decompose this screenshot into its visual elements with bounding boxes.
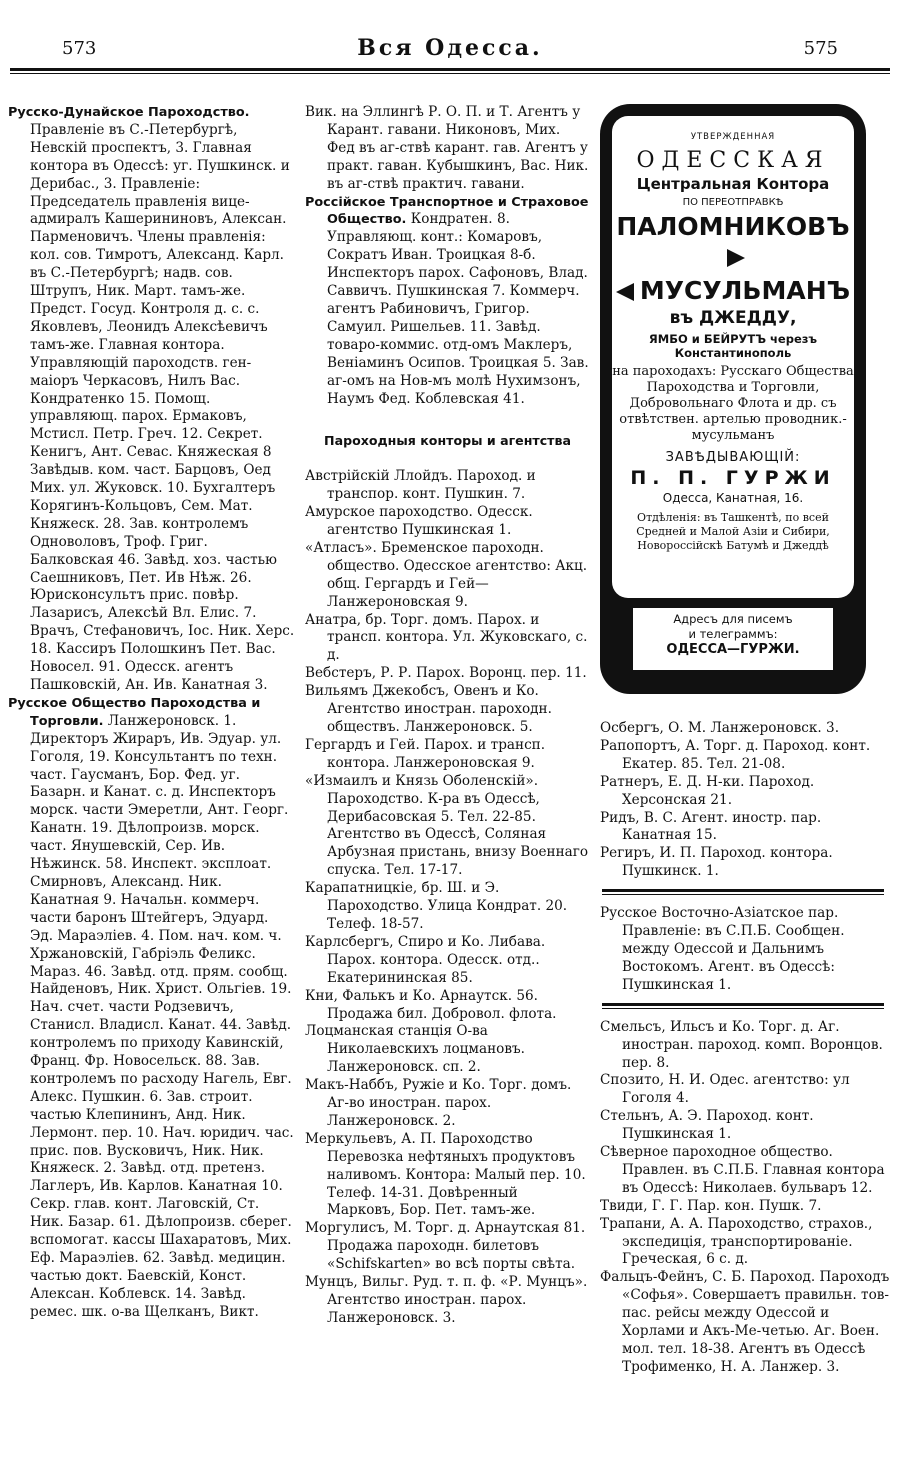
list-item: Сѣверное пароходное общество. Правлен. въ С.П.Б. Главная контора въ Одессѣ: Николаев. бульваръ 12.	[600, 1144, 885, 1196]
list-item: Спозито, Н. И. Одес. агентство: ул Гоголя 4.	[600, 1072, 850, 1107]
ad-telegram-box	[633, 608, 833, 670]
list-item: Кни, Фалькъ и Ко. Арнаутск. 56. Продажа бил. Добровол. флота.	[305, 987, 557, 1022]
entry-russko-dunaiskoe	[8, 104, 295, 695]
column-left	[8, 104, 295, 1322]
list-item: Региръ, И. П. Пароход. контора. Пушкинск. 1.	[600, 845, 833, 880]
list-item: Стельнъ, А. Э. Пароход. конт. Пушкинская 1.	[600, 1108, 814, 1143]
list-item: «Атласъ». Бременское пароходн. общество. Одесское агентство: Акц. общ. Гергардъ и Гей— Ланжероновская 9.	[305, 539, 588, 610]
ad-branches: Отдѣленія: въ Ташкентѣ, по всей Средней и Малой Азіи и Сибири, Новороссійскѣ Батумѣ и Джеддѣ	[636, 511, 830, 552]
list-item: Твиди, Г. Г. Пар. кон. Пушк. 7.	[600, 1197, 822, 1214]
arrow-right-icon	[727, 249, 745, 267]
ad-destination: въ ДЖЕДДУ,	[669, 308, 797, 328]
list-item: Фальцъ-Фейнъ, С. Б. Пароход. Пароходъ «Софья». Совершаетъ правильн. тов-пас. рейсы между Одессой и Хорлами и Акъ-Ме-четью. Аг. Воен. мол. тел. 18-38. Агентъ въ Одессѣ Трофименко, Н. А. Ланжер. 3.	[600, 1269, 890, 1375]
list-item: Вильямъ Джекобсъ, Овенъ и Ко. Агентство иностран. пароходн. обществъ. Ланжероновск. 5.	[305, 683, 552, 735]
column-middle	[305, 104, 590, 1328]
list-item: Меркульевъ, А. П. Пароходство Перевозка нефтяныхъ продуктовъ наливомъ. Контора: Малый пер. 10. Телеф. 14-31. Довѣренный Марковъ, Бор. Пет. тамъ-же.	[305, 1130, 586, 1219]
divider	[602, 1003, 884, 1009]
list-item: Макъ-Наббъ, Ружіе и Ко. Торг. домъ. Аг-во иностран. парох. Ланжероновск. 2.	[305, 1077, 572, 1129]
list-item: Смельсъ, Ильсъ и Ко. Торг. д. Аг. иностран. пароход. комп. Воронцов. пер. 8.	[600, 1018, 883, 1071]
list-item: Русское Восточно-Азіатское пар. Правленіе: въ С.П.Б. Сообщен. между Одессой и Дальнимъ Востокомъ. Агент. въ Одессѣ: Пушкинская 1.	[600, 905, 845, 993]
list-item: Мунцъ, Вильг. Руд. т. п. ф. «Р. Мунцъ». Агентство иностран. парох. Ланжероновск. 3.	[305, 1274, 588, 1326]
list-item: Вебстеръ, Р. Р. Парох. Воронц. пер. 11.	[305, 665, 587, 682]
page-number-left: 573	[62, 38, 97, 59]
ad-office: Центральная Контора	[636, 175, 830, 193]
ad-constantinople: Константинополь	[674, 346, 792, 360]
page-header	[0, 0, 900, 70]
ad-body: на пароходахъ: Русскаго Общества Пароходства и Торговли, Добровольнаго Флота и др. съ отвѣтствен. артелью проводник.-мусульманъ	[612, 364, 854, 443]
list-item: Осбергъ, О. М. Ланжероновск. 3.	[600, 720, 840, 736]
entry-text: Кондратен. 8. Управляющ. конт.: Комаровъ, Сократъ Иван. Троицкая 8-б. Инспекторъ парох. Сафоновъ, Влад. Саввичъ. Пушкинская 7. Коммерч. агентъ Рабиновичъ, Григор. Самуил. Ришельев. 11. Завѣд. товаро-коммис. отд-омъ Маклеръ, Веніаминъ Осипов. Троицкая 5. Зав. аг-омъ на Нов-мъ молѣ Нухимзонъ, Наумъ Фед. Коблевская 41.	[327, 211, 589, 407]
page-number-right: 575	[803, 38, 838, 59]
entry-text: Правленіе въ С.-Петербургѣ, Невскій проспектъ, 3. Главная контора въ Одессѣ: уг. Пушкинск. и Дерибас., 3. Правленіе: Председатель правленія вице-адмиралъ Кашерининовъ, Алексан. Парменовичъ. Члены правленія: кол. сов. Тимротъ, Александ. Карл. въ С.-Петербургѣ; надв. сов. Штрупъ, Ник. Март. тамъ-же. Предст. Госуд. Контроля д. с. с. Яковлевъ, Леонидъ Алексѣевичъ тамъ-же. Главная контора. Управляющій пароходств. ген-маіоръ Черкасовъ, Нилъ Вас. Кондратенко 15. Помощ. управляющ. парох. Ермаковъ, Мстисл. Петр. Греч. 12. Секрет. Кенигъ, Ант. Севас. Княжеская 8 Завѣдыв. ком. част. Барцовъ, Оед Мих. ул. Жуковск. 10. Бухгалтеръ Корягинъ-Кольцовъ, Сем. Мат. Княжеск. 28. Зав. контролемъ Одноволовъ, Троф. Григ. Балковская 46. Завѣд. хоз. частью Саешниковъ, Пет. Ив Нѣж. 26. Юрисконсультъ прис. повѣр. Лазарисъ, Алексѣй Вл. Елис. 7. Врачъ, Стефановичъ, Іос. Ник. Херс. 18. Кассиръ Полошкинъ Пет. Вас. Новосел. 91. Одесск. агентъ Пашковскій, Ан. Ив. Канатная 3.	[30, 121, 295, 693]
entry-heading: Русское Общество Пароходства и Торговли.	[8, 695, 261, 729]
advertisement-box	[600, 104, 866, 694]
advertisement-inner	[612, 116, 854, 598]
ad-via: ЯМБО и БЕЙРУТЪ черезъ	[648, 332, 818, 346]
ad-telegram-address: ОДЕССА—ГУРЖИ.	[666, 642, 800, 657]
list-item: Амурское пароходство. Одесск. агентство Пушкинская 1.	[305, 504, 533, 539]
list-item: Лоцманская станція О-ва Николаевскихъ лоцмановъ. Ланжероновск. сп. 2.	[305, 1023, 525, 1076]
list-item: Гергардъ и Гей. Парох. и трансп. контора. Ланжероновская 9.	[305, 736, 546, 771]
entry-rossiiskoe-transportnoe	[305, 194, 590, 409]
ad-manager-label: ЗАВѢДЫВАЮЩІЙ:	[665, 450, 801, 465]
entry-heading: Русско-Дунайское Пароходство.	[8, 105, 250, 120]
entry-russkoe-obshchestvo	[8, 695, 295, 1322]
list-item: Трапани, А. А. Пароходство, страхов., экспедиція, транспортированіе. Греческая, 6 с. д.	[600, 1215, 873, 1268]
ad-city: ОДЕССКАЯ	[636, 148, 830, 173]
ad-purpose: ПО ПЕРЕОТПРАВКѢ	[682, 197, 784, 208]
ad-muslims: МУСУЛЬМАНЪ	[639, 276, 851, 305]
ad-pilgrims-line	[612, 212, 854, 272]
header-rule	[10, 68, 890, 74]
entry-heading: Россійское Транспортное и Страховое Общество.	[305, 194, 589, 228]
ad-telegram-line2: и телеграммъ:	[688, 627, 778, 641]
divider	[602, 889, 884, 895]
entry-text: Ланжероновск. 1. Директоръ Жираръ, Ив. Эдуар. ул. Гоголя, 19. Консультантъ по техн. част. Гаусманъ, Бор. Фед. уг. Базарн. и Канат. с. д. Инспекторъ морск. части Эмеретли, Ант. Георг. Канатн. 19. Дѣлопроизв. морск. част. Янушевскій, Сер. Ив. Нѣжинск. 58. Инспект. эксплоат. Смирновъ, Александ. Ник. Канатная 9. Начальн. коммерч. части баронъ Штейгеръ, Эдуард. Эд. Мараэліев. 4. Пом. нач. ком. ч. Хржановскій, Габріэль Феликс. Мараз. 46. Завѣд. отд. прям. сообщ. Найденовъ, Ник. Христ. Ольгіев. 19. Нач. счет. части Родзевичъ, Станисл. Владисл. Канат. 44. Завѣд. контролемъ по приходу Кавинскій, Франц. Фр. Новосельск. 88. Зав. контролемъ по расходу Нагель, Евг. Алекс. Пушкин. 6. Зав. строит. частью Клепининъ, Анд. Ник. Лермонт. пер. 10. Нач. юридич. час. прис. пов. Вусковичъ, Ник. Ник. Княжеск. 2. Завѣд. отд. претенз. Лаглеръ, Ив. Карлов. Канатная 10. Секр. глав. конт. Лаговскій, Ст. Ник. Базар. 61. Дѣлопроизв. сберег. вспомогат. кассы Шахаратовъ, Мих. Еф. Мараэліев. 62. Завѣд. медицин. частью докт. Баевскій, Конст. Алексан. Коблевск. 14. Завѣд. ремес. шк. о-ва Щелканъ, Викт.	[30, 712, 294, 1320]
list-item: «Измаилъ и Князь Оболенскій». Пароходство. К-ра въ Одессѣ, Дерибасовская 5. Тел. 22-85. Агентство въ Одессѣ, Соляная Арбузная пристань, внизу Военнаго спуска. Тел. 17-17.	[305, 772, 589, 879]
ad-address: Одесса, Канатная, 16.	[662, 491, 804, 505]
entry-continuation: Вик. на Эллингѣ Р. О. П. и Т. Агентъ у Карант. гавани. Никоновъ, Мих. Фед въ аг-ствѣ карант. гав. Агентъ у практ. гаван. Кубышкинъ, Вас. Ник. въ аг-ствѣ практич. гавани.	[305, 104, 589, 192]
arrow-left-icon	[616, 283, 634, 301]
column-right	[600, 720, 890, 1377]
list-item: Рапопортъ, А. Торг. д. Пароход. конт. Екатер. 85. Тел. 21-08.	[600, 737, 871, 772]
ad-manager: П. П. ГУРЖИ	[630, 467, 836, 489]
ad-pilgrims: ПАЛОМНИКОВЪ	[616, 212, 850, 241]
section-heading: Пароходныя конторы и агентства	[324, 433, 571, 449]
list-item: Карапатницкіе, бр. Ш. и Э. Пароходство. Улица Кондрат. 20. Телеф. 18-57.	[305, 880, 568, 932]
list-item: Анатра, бр. Торг. домъ. Парох. и трансп. контора. Ул. Жуковскаго, с. д.	[305, 611, 588, 664]
list-item: Австрійскій Ллойдъ. Пароход. и транспор. конт. Пушкин. 7.	[305, 468, 536, 503]
list-item: Моргулисъ, М. Торг. д. Арнаутская 81. Продажа пароходн. билетовъ «Schifskarten» во всѣ порты свѣта.	[305, 1220, 586, 1273]
list-item: Ридъ, В. С. Агент. иностр. пар. Канатная 15.	[600, 809, 822, 844]
ad-approved: УТВЕРЖДЕННАЯ	[690, 132, 776, 142]
running-title: Вся Одесса.	[357, 35, 543, 61]
ad-telegram-line1: Адресъ для писемъ	[673, 612, 793, 626]
list-item: Ратнеръ, Е. Д. Н-ки. Пароход. Херсонская 21.	[600, 773, 815, 808]
list-item: Карлсбергъ, Спиро и Ко. Либава. Парох. контора. Одесск. отд.. Екатерининская 85.	[305, 933, 546, 986]
ad-muslims-line	[612, 276, 854, 306]
